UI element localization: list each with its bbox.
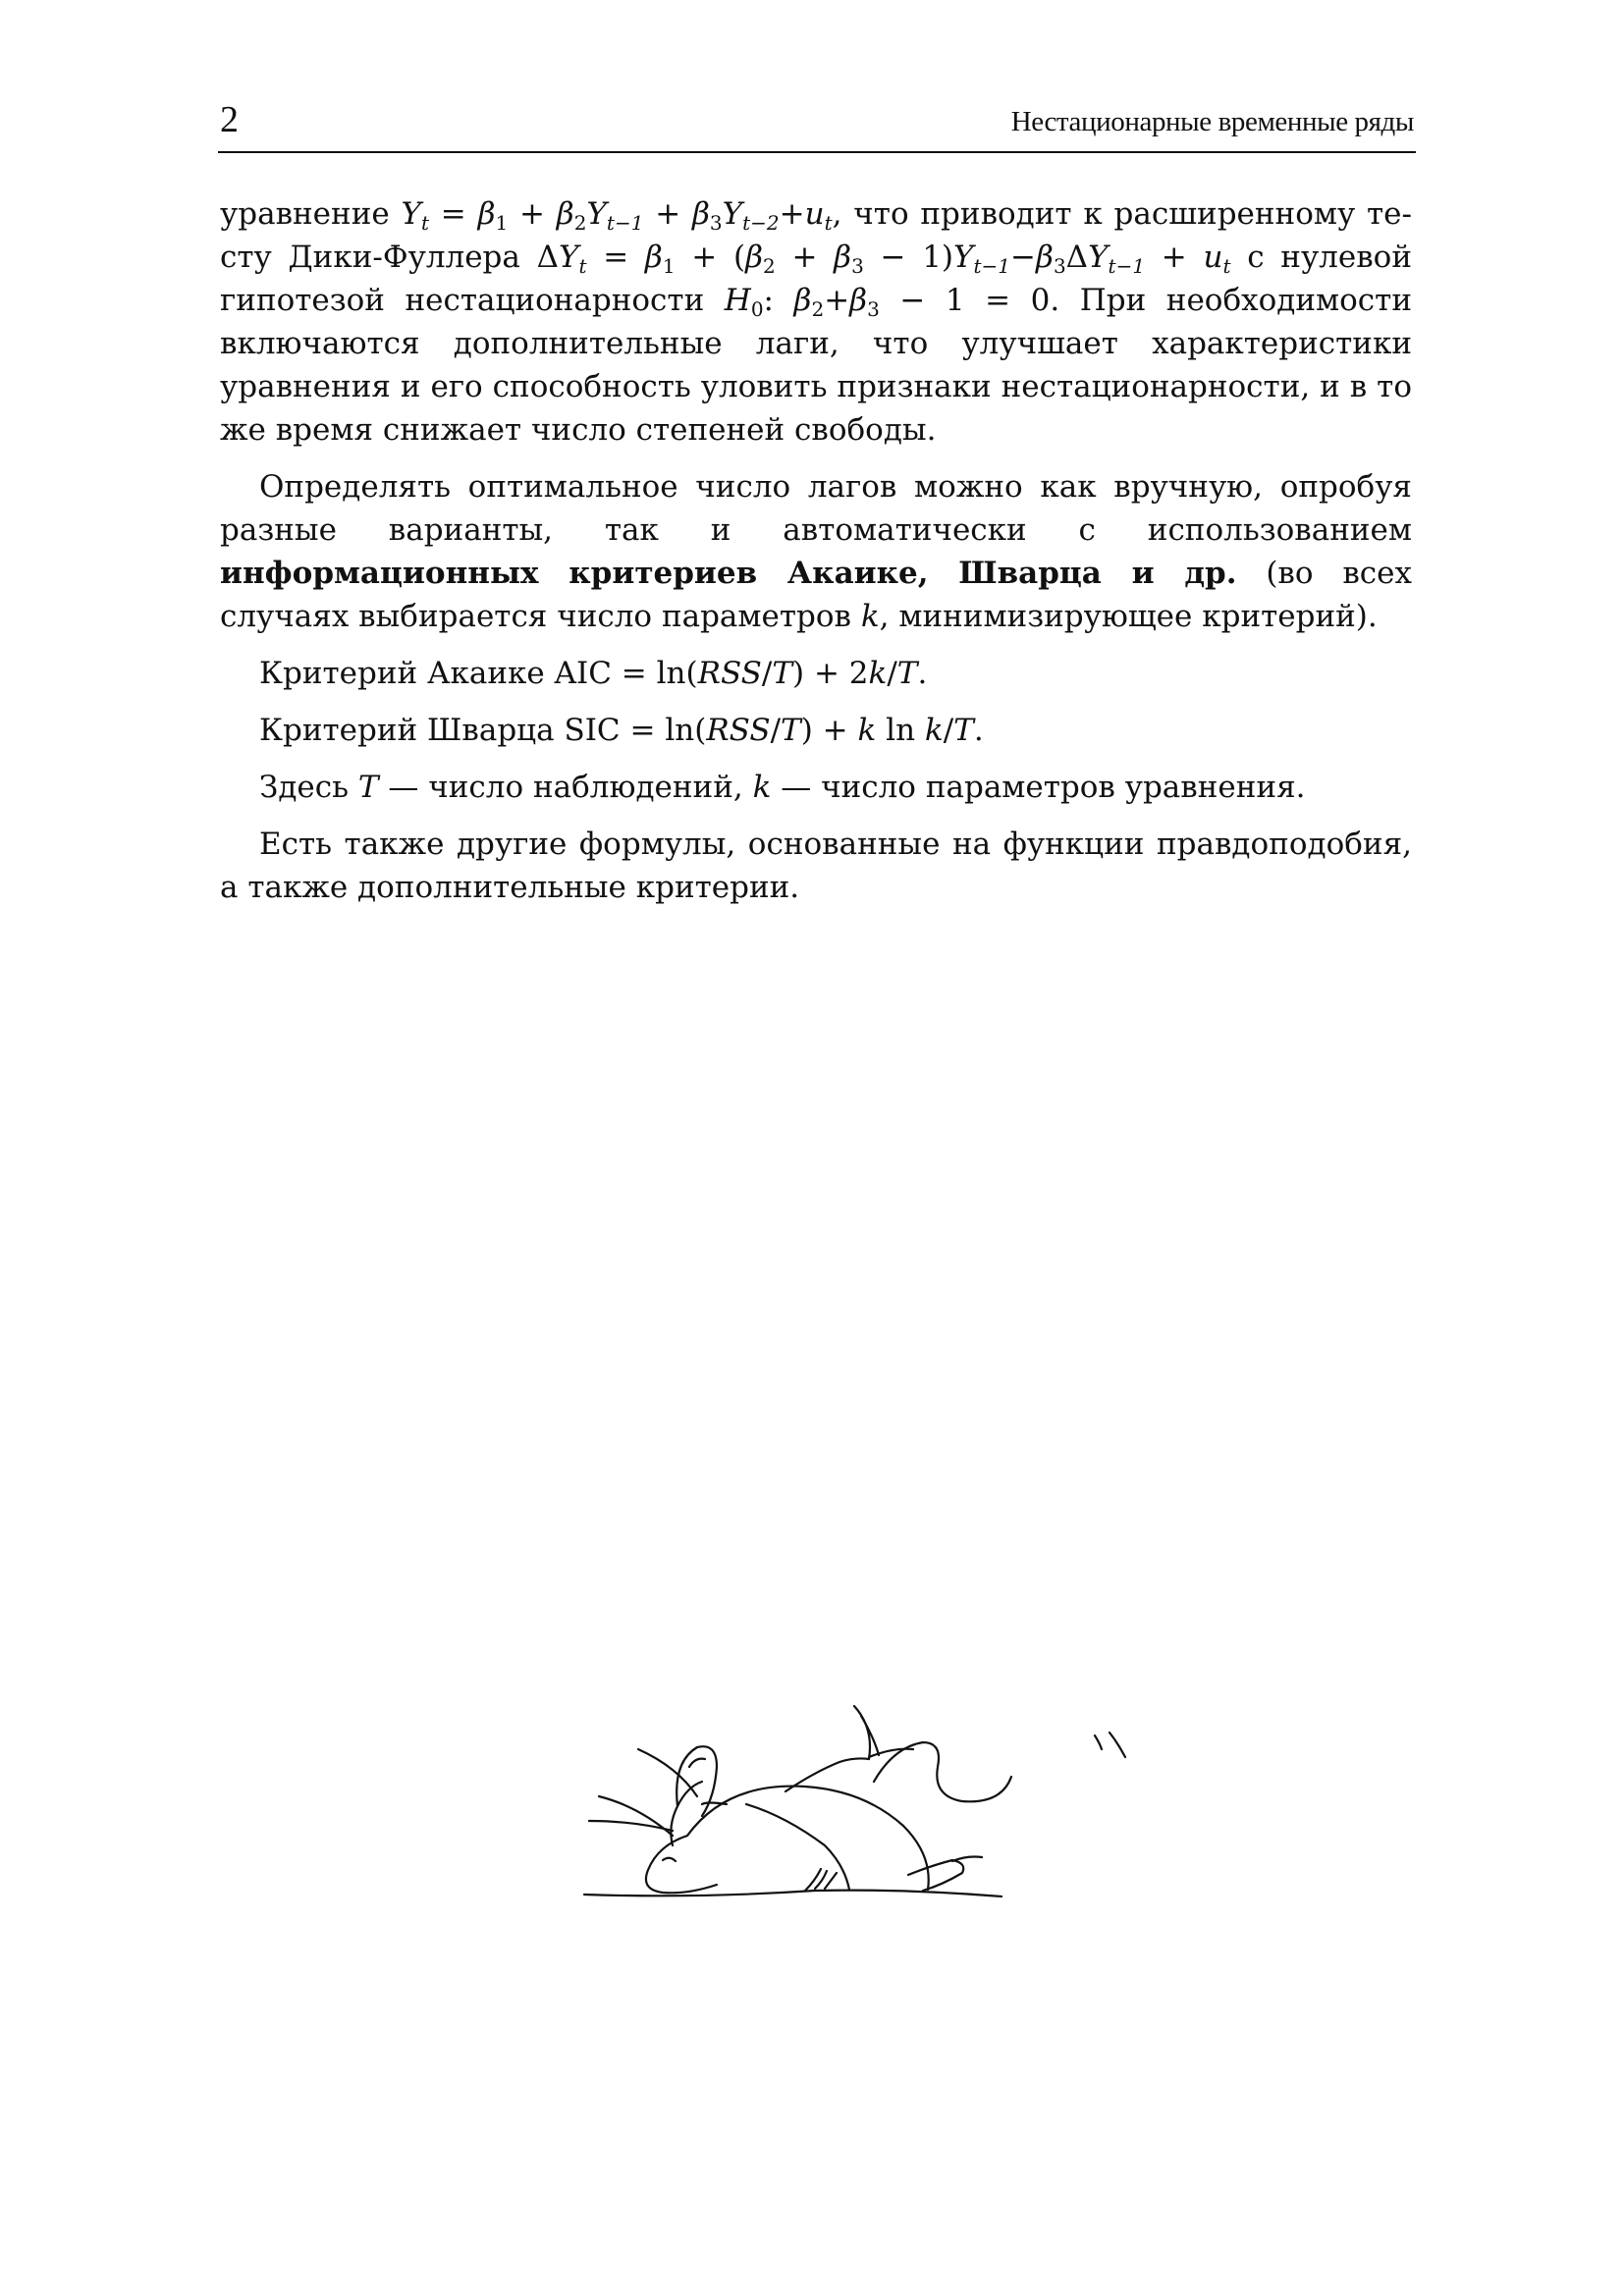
text-run: (во всех случаях выбирается число параметров xyxy=(220,556,1412,634)
variable-k: k xyxy=(752,770,772,805)
equation-adf: $\Delta Y_t = \beta_1 + (\beta_2 + \beta_3 - 1)Y_{t-1}-\beta_3\Delta Y_{t-1} + u_t$ xyxy=(536,240,1231,278)
variable-T: T xyxy=(357,770,379,805)
sleeping-mouse-icon xyxy=(579,1688,1149,1914)
text-run: Определять оптимальное число лагов можно как вручную, опробуя разные варианты, так и автоматически с использованием xyxy=(220,469,1412,548)
mouse-hind-foot xyxy=(908,1860,963,1891)
formula-sic-expression: SIC = ln(RSS/T) + k ln k/T. xyxy=(564,713,984,748)
page-body xyxy=(220,192,1412,923)
equation-ar2: $Y_t = \beta_1 + \beta_2Y_{t-1} + \beta_3Y_{t-2}+u_t$ xyxy=(401,196,833,235)
variable-k: k xyxy=(860,599,880,634)
text-run: , что приводит к расширенному те-сту Дики-Фуллера xyxy=(220,196,1412,275)
text-run: — число параметров уравнения. xyxy=(771,770,1306,805)
running-title: Нестационарные временные ряды xyxy=(1010,106,1414,137)
mouse-tail xyxy=(874,1742,1011,1801)
paragraph-lag-selection xyxy=(220,465,1412,638)
mouse-paw xyxy=(805,1869,837,1891)
mouse-ear xyxy=(677,1746,717,1816)
text-run: с нулевой гипотезой нестационарности xyxy=(220,240,1412,318)
formula-aic xyxy=(220,652,1412,695)
mouse-eye xyxy=(663,1858,676,1861)
equation-null-hypothesis: $H_0$: $\beta_2+\beta_3 - 1 = 0$ xyxy=(724,283,1051,321)
text-run: — число наблюдений, xyxy=(378,770,753,805)
formula-aic-expression: AIC = ln(RSS/T) + 2k/T. xyxy=(554,656,928,691)
formula-label: Критерий Акаике xyxy=(259,656,555,691)
text-run: . При необходимости включаются дополнительные лаги, что улучшает характеристики уравнения и его способность уловить признаки нестационарности, и в то же время снижает число степеней свободы. xyxy=(220,283,1412,448)
mouse-head xyxy=(646,1836,717,1893)
paragraph-adf xyxy=(220,192,1412,452)
mouse-body xyxy=(687,1787,929,1890)
running-header xyxy=(218,90,1416,153)
page-number: 2 xyxy=(220,99,239,140)
text-run: Здесь xyxy=(259,770,358,805)
paragraph-other-criteria xyxy=(220,823,1412,909)
text-run: уравнение xyxy=(220,196,402,232)
ground-line xyxy=(584,1891,1001,1896)
text-run: , минимизирующее критерий). xyxy=(879,599,1378,634)
formula-label: Критерий Шварца xyxy=(259,713,565,748)
bold-term: информационных критериев Акаике, Шварца и др. xyxy=(220,556,1237,591)
formula-sic xyxy=(220,709,1412,752)
paragraph-definitions xyxy=(220,766,1412,809)
text-run: Есть также другие формулы, основанные на функции правдоподобия, а также дополнительные критерии. xyxy=(220,827,1412,905)
